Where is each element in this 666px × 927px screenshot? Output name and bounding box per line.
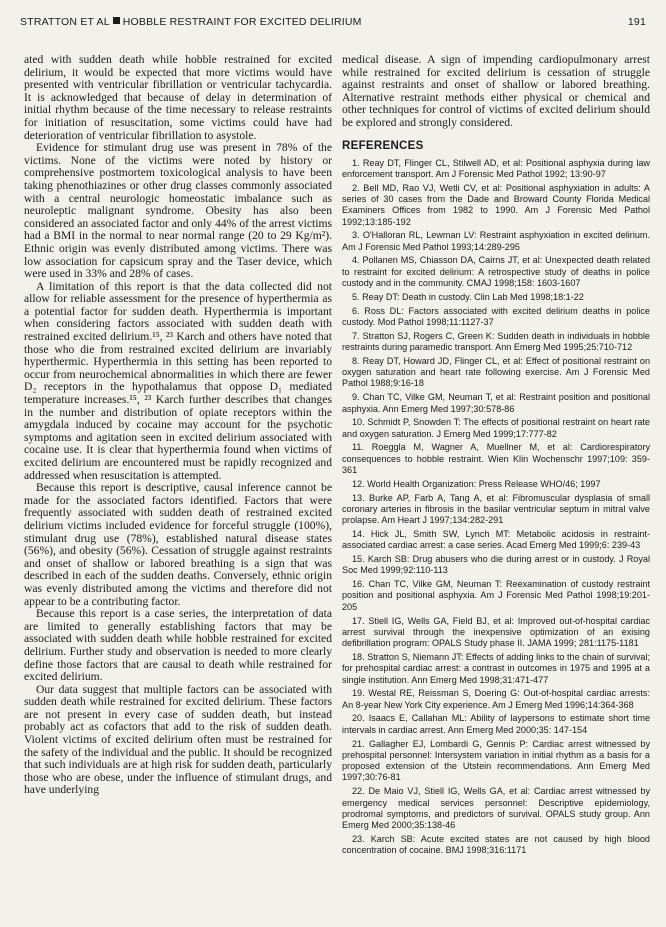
running-title: [20, 16, 362, 28]
reference-item: 5. Reay DT: Death in custody. Clin Lab Med 1998;18:1-22: [352, 291, 584, 302]
page-number: 191: [627, 16, 646, 28]
square-separator-icon: [113, 17, 120, 24]
reference-item: 3. O'Halloran RL, Lewman LV: Restraint asphyxiation in excited delirium. Am J Forensic Med Pathol 1993;14:289-295: [342, 230, 650, 252]
reference-item: 4. Pollanen MS, Chiasson DA, Cairns JT, et al: Unexpected death related to restraint for excited delirium: A retrospective study of deaths in police custody and in the community. CMAJ 1998;158: 1603-1607: [342, 255, 650, 289]
reference-item: 16. Chan TC, Vilke GM, Neuman T: Reexamination of custody restraint position and positional asphyxia. Am J Forensic Med Pathol 1998;19:201-205: [342, 579, 650, 612]
reference-item: 15. Karch SB: Drug abusers who die during arrest or in custody. J Royal Soc Med 1999;92:110-113: [342, 554, 650, 576]
reference-item: 7. Stratton SJ, Rogers C, Green K: Sudden death in individuals in hobble restraints during paramedic transport. Ann Emerg Med 1995;25:710-712: [342, 330, 650, 353]
reference-item: 14. Hick JL, Smith SW, Lynch MT: Metabolic acidosis in restraint-associated cardiac arrest: a case series. Acad Emerg Med 1999;6: 239-43: [342, 528, 650, 551]
reference-item: 22. De Maio VJ, Stiell IG, Wells GA, et al: Cardiac arrest witnessed by emergency medical services personnel: Descriptive epidemiology, prodromal symptoms, and predictors of survival. OPALS study group. Ann Emerg Med 2000;35:138-46: [342, 786, 650, 831]
body-paragraph: medical disease. A sign of impending cardiopulmonary arrest while restrained for excited delirium is cessation of struggle against restraints and onset of shallow or labored breathing. Alternative restraint methods either physical or chemical and other techniques for control of victims of excited delirium should be explored and strongly considered.: [342, 54, 650, 129]
references-heading: REFERENCES: [342, 139, 424, 152]
body-paragraph: ated with sudden death while hobble restrained for excited delirium, it would be expected that more victims would have presented with ventricular fibrillation or ventricular tachycardia. It is acknowledged that because of delay in determination of initial rhythm because of the time necessary to release restraints for initiation of resuscitation, some victims could have had deterioration of ventricular fibrillation to asystole.: [24, 54, 332, 142]
running-head: [20, 16, 646, 32]
reference-item: 13. Burke AP, Farb A, Tang A, et al: Fibromuscular dysplasia of small coronary arteries in fibrosis in the basilar ventricular septum in mitral valve prolapse. Am Heart J 1997;134:282-291: [342, 492, 650, 526]
reference-item: 17. Stiell IG, Wells GA, Field BJ, et al: Improved out-of-hospital cardiac arrest survival through the inexpensive optimization of an exising defibrillation program: OPALS Study phase II. JAMA 1999; 281:1175-1181: [342, 615, 650, 649]
reference-item: 19. Westal RE, Reissman S, Doering G: Out-of-hospital cardiac arrests: An 8-year New York City experience. Am J Emerg Med 1996;14:364-368: [342, 688, 650, 710]
reference-item: 10. Schmidt P, Snowden T: The effects of positional restraint on heart rate and oxygen saturation. J Emerg Med 1999;17:777-82: [342, 417, 650, 439]
reference-list: [342, 158, 650, 857]
body-paragraph: Because this report is descriptive, causal inference cannot be made for the associated factors identified. Factors that were frequently associated with sudden death of restrained excited delirium victims included evidence for forceful struggle (100%), stimulant drug use (78%), established natural disease states (56%), and obesity (56%). Cessation of struggle against restraints and onset of shallow or labored breathing is a sign that was described in each of the sudden deaths. Conversely, ethnic origin was evenly distributed among the victims and therefore did not appear to be a contributing factor.: [24, 481, 332, 608]
reference-item: 21. Gallagher EJ, Lombardi G, Gennis P: Cardiac arrest witnessed by prehospital personnel: Intersystem variation in initial rhythm as a basis for a proposed extension of the Utstein recommendations. Ann Emerg Med 1997;30:76-81: [342, 738, 650, 783]
body-paragraph: Because this report is a case series, the interpretation of data are limited to generally establishing factors that may be associated with sudden death while hobble restrained for excited delirium. Further study and observation is needed to more clearly define those factors that are causal to death while restrained for excited delirium.: [24, 607, 332, 684]
left-column: [24, 54, 332, 916]
body-paragraph: Evidence for stimulant drug use was present in 78% of the victims. None of the victims were noted by history or comprehensive postmortem toxicological analysis to have been taking phenothiazines or other drug classes commonly associated with a central neurologic homeostatic imbalance such as neuroleptic malignant syndrome. Obesity has also been considered an associated factor and only 44% of the arrest victims had a BMI in the normal to near normal range (20 to 29 Kg/m²). Ethnic origin was evenly distributed among victims. There was low association for capsicum spray and the Taser device, which were used in 33% and 28% of cases.: [24, 141, 332, 281]
reference-item: 1. Reay DT, Flinger CL, Stilwell AD, et al: Positional asphyxia during law enforcement transport. Am J Forensic Med Pathol 1992; 13:90-97: [342, 157, 650, 179]
reference-item: 12. World Health Organization: Press Release WHO/46; 1997: [352, 478, 601, 489]
reference-item: 11. Roeggla M, Wagner A, Muellner M, et al: Cardiorespiratory consequences to hobble restraint. Wien Klin Wochenschr 1997;109: 359-361: [342, 442, 650, 475]
reference-item: 18. Stratton S, Niemann JT: Effects of adding links to the chain of survival; for prehospital cardiac arrest: a contrast in outcomes in 1975 and 1995 at a single institution. Ann Emerg Med 1998;31:471-477: [342, 651, 650, 685]
right-column: [342, 54, 650, 916]
reference-item: 9. Chan TC, Vilke GM, Neuman T, et al: Restraint position and positional asphyxia. Ann Emerg Med 1997;30:578-86: [342, 392, 650, 414]
reference-item: 8. Reay DT, Howard JD, Flinger CL, et al: Effect of positional restraint on oxygen saturation and heart rate following exercise. Am J Forensic Med Pathol 1988;9:16-18: [342, 355, 650, 389]
reference-item: 20. Isaacs E, Callahan ML: Ability of laypersons to estimate short time intervals in cardiac arrest. Ann Emerg Med 2000;35: 147-154: [342, 713, 650, 735]
body-paragraph: Our data suggest that multiple factors can be associated with sudden death while restrained for excited delirium. These factors are not present in every case of sudden death, but instead probably act as cofactors that add to the risk of sudden death. Violent victims of excited delirium often must be restrained for the safety of the individual and the public. It should be recognized that such individuals are at high risk for sudden death, particularly those who are obese, under the influence of stimulant drugs, and have underlying: [24, 682, 332, 797]
running-title-topic: HOBBLE RESTRAINT FOR EXCITED DELIRIUM: [122, 16, 362, 28]
reference-item: 6. Ross DL: Factors associated with excited delirium deaths in police custody. Mod Pathol 1998;11:1127-37: [342, 305, 650, 327]
running-title-authors: STRATTON ET AL: [20, 16, 110, 28]
reference-item: 23. Karch SB: Acute excited states are not caused by high blood concentration of cocaine. BMJ 1998;316:1171: [342, 833, 650, 856]
reference-item: 2. Bell MD, Rao VJ, Wetli CV, et al: Positional asphyxiation in adults: A series of 30 cases from the Dade and Broward County Florida Medical Examiners Offices from 1982 to 1990. Am J Forensic Med Pathol 1992;13:185-192: [342, 182, 650, 227]
body-paragraph: A limitation of this report is that the data collected did not allow for reliable assessment for the presence of hyperthermia as a potential factor for sudden death. Hyperthermia is important when considering factors associated with sudden death with restrained excited delirium.¹⁵, ²³ Karch and others have noted that those who die from restrained excited delirium are invariably hyperthermic. Hyperthermia in this setting has been reported to occur from neurochemical abnormalities in which there are fewer D₂ receptors in the hypothalamus that oppose D₁ mediated temperature increases.¹⁵, ²³ Karch further describes that changes in the number and distribution of opiate receptors within the amygdala induced by cocaine may account for the psychotic symptoms and agitation seen in excited delirium associated with cocaine use. It is clear that hyperthermia found when victims of excited delirium are encountered must be rapidly recognized and addressed when resuscitation is attempted.: [24, 279, 332, 482]
